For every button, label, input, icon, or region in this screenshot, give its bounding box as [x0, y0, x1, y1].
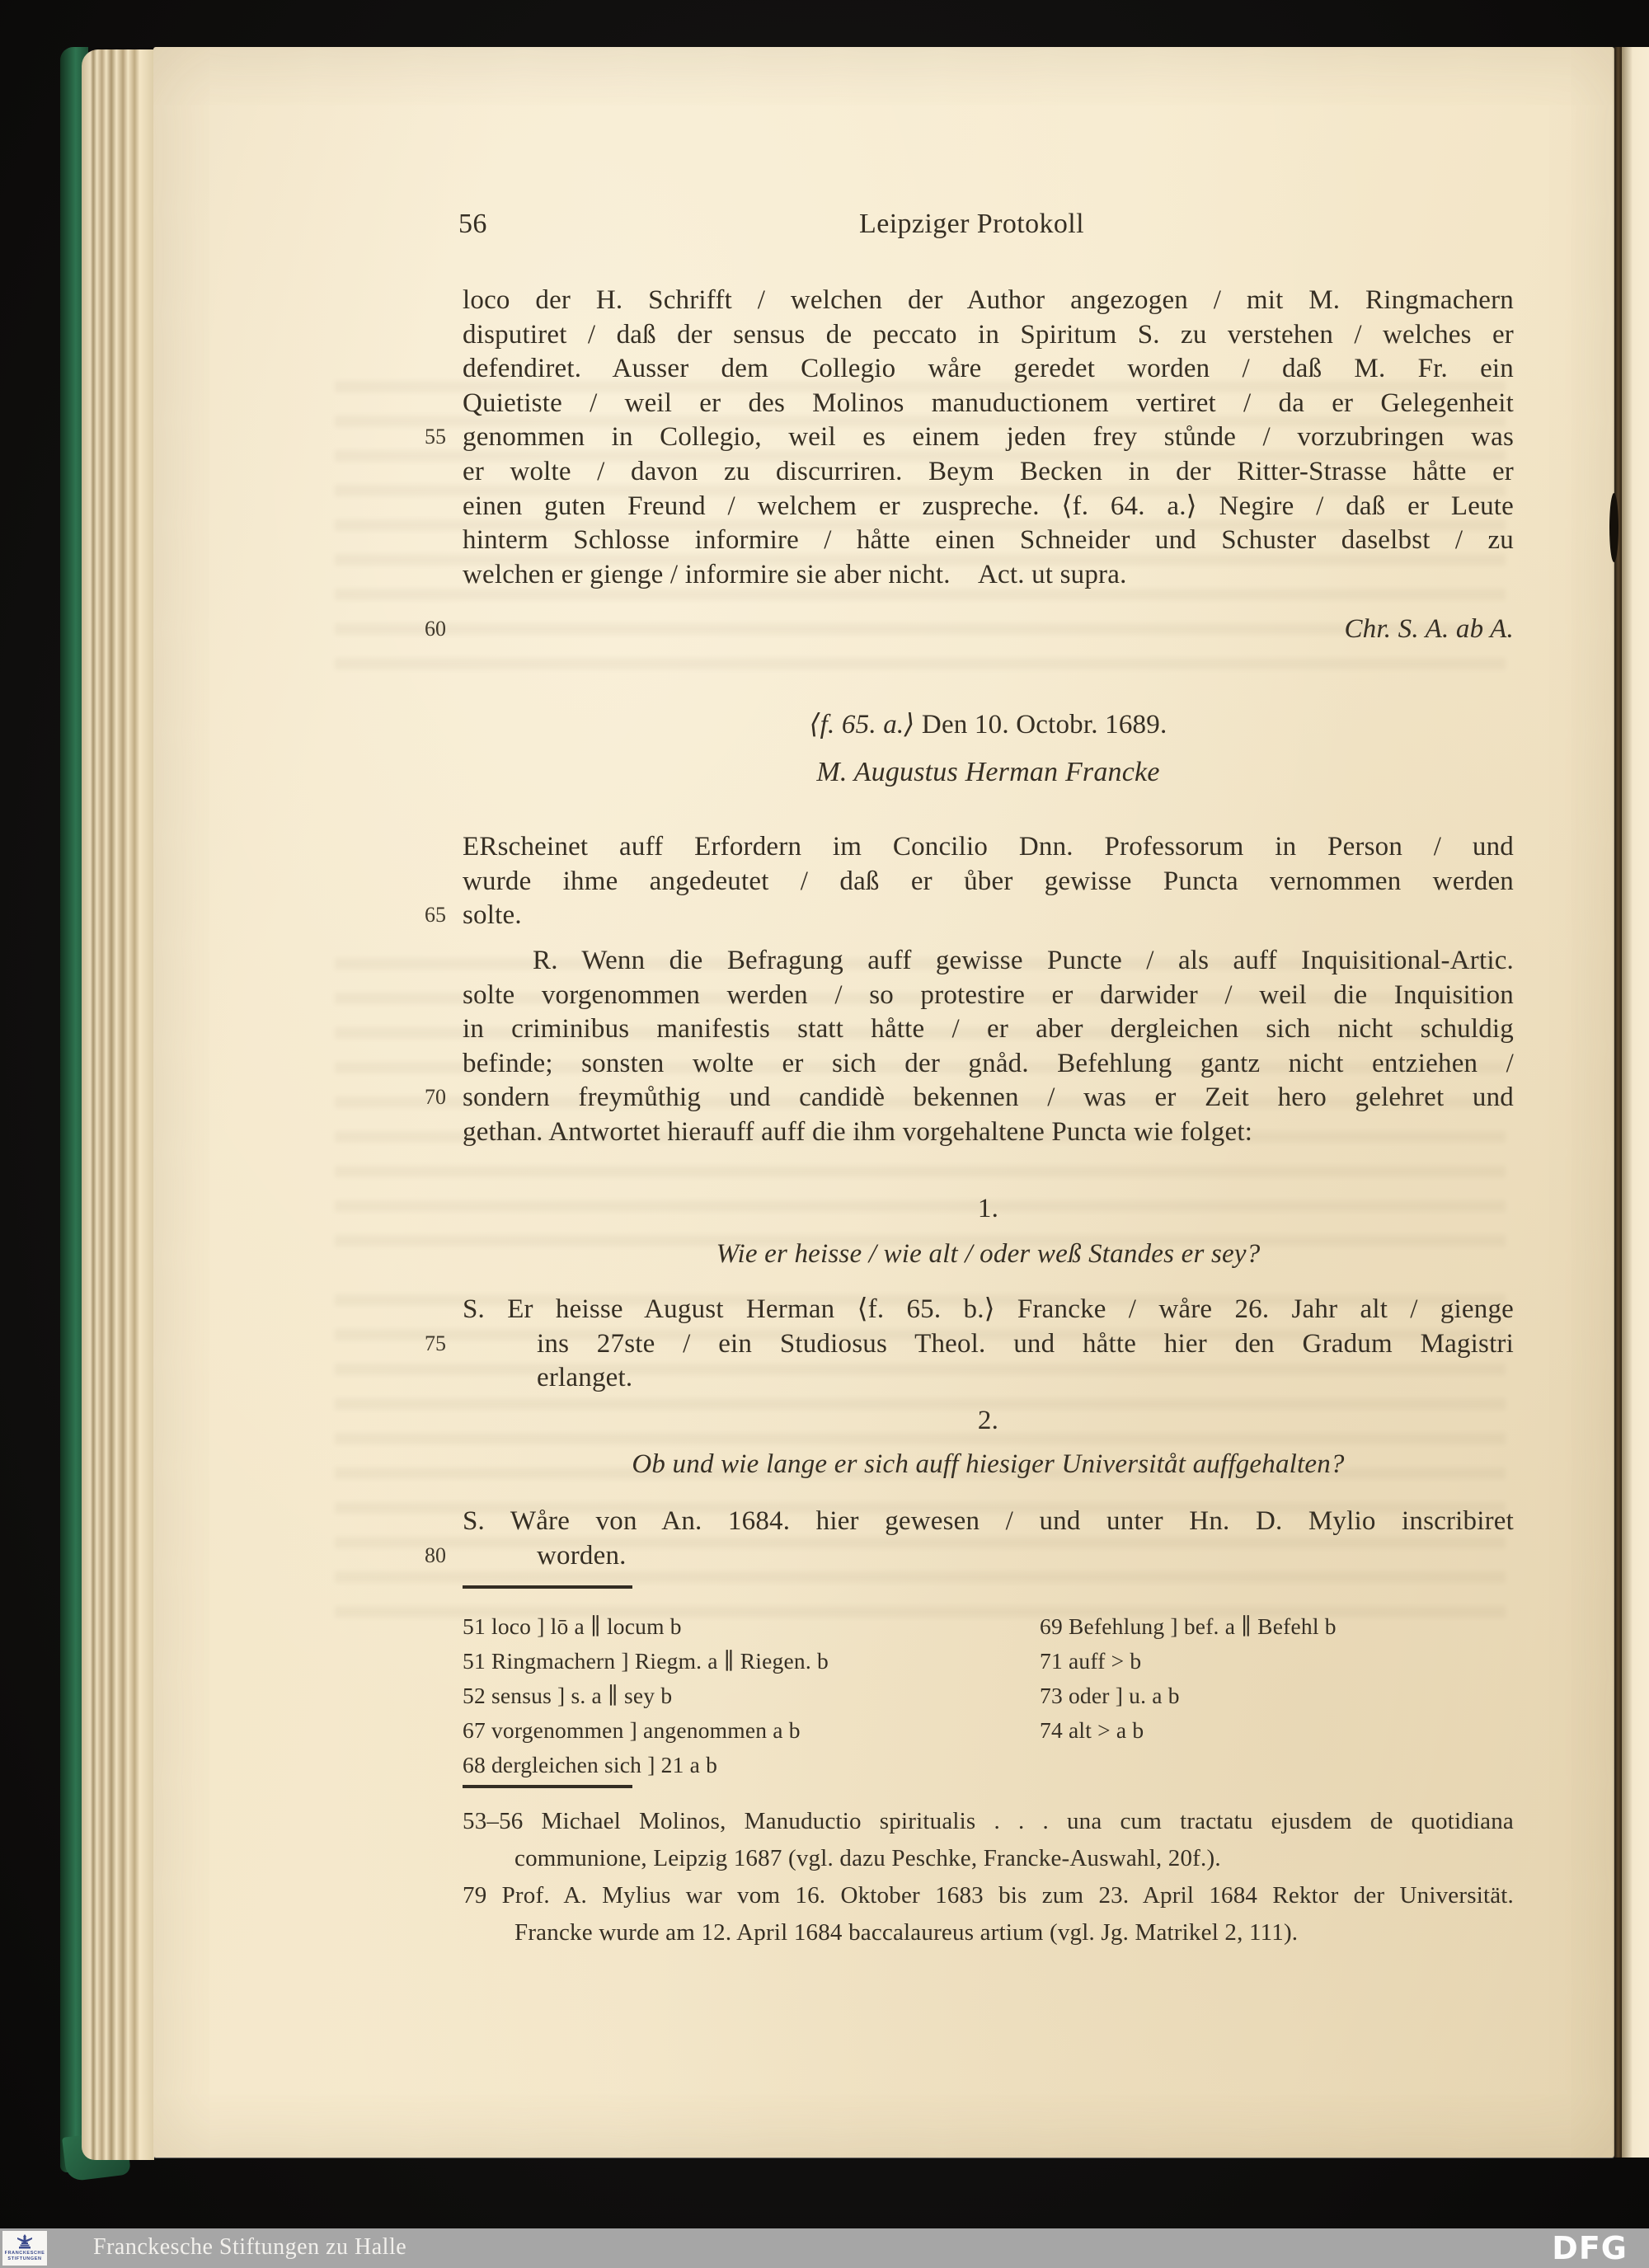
margin-line-number: 55: [425, 425, 446, 448]
footnote-line: Francke wurde am 12. April 1684 baccalaureus artium (vgl. Jg. Matrikel 2, 111).: [514, 1919, 1299, 1946]
date-text: Den 10. Octobr. 1689.: [921, 710, 1167, 740]
apparatus-entry: 52 sensus ] s. a ∥ sey b: [463, 1683, 673, 1708]
page-stack-edges: [82, 49, 154, 2160]
apparatus-right-column: [1040, 1609, 1584, 1748]
heading-text: M. Augustus Herman Francke: [816, 757, 1160, 787]
signature-line: [463, 613, 1514, 647]
apparatus-entry: 67 vorgenommen ] angenommen a b: [463, 1717, 801, 1743]
text-line: solte vorgenommen werden / so protestire er darwider / weil die Inquisition: [463, 979, 1514, 1010]
text-line: disputiret / daß der sensus de peccato in Spiritum S. zu verstehen / welches er: [463, 319, 1514, 350]
footnotes: [463, 1803, 1514, 1951]
question-number: [463, 1192, 1514, 1227]
text-line: Ob und wie lange er sich auff hiesiger Universitåt auffgehalten?: [632, 1449, 1345, 1479]
answer-paragraph: [463, 1505, 1514, 1573]
body-paragraph: [463, 944, 1514, 1150]
text-line: ERscheinet auff Erfordern im Concilio Dnn. Professorum in Person / und: [463, 832, 1514, 862]
text-line: 2.: [977, 1406, 999, 1435]
text-line: S. Er heisse August Herman ⟨f. 65. b.⟩ Francke / wåre 26. Jahr alt / gienge: [463, 1294, 1514, 1324]
footnote-line: 53–56 Michael Molinos, Manuductio spiritualis . . . una cum tractatu ejusdem de quotidiana: [463, 1808, 1514, 1834]
question: [463, 1237, 1514, 1272]
text-line: wurde ihme angedeutet / daß er ůber gewisse Puncta vernommen werden: [463, 866, 1514, 896]
text-line: gethan. Antwortet hierauff auff die ihm vorgehaltene Puncta wie folget:: [463, 1116, 1253, 1147]
footnote-rule: [463, 1785, 632, 1788]
text-line: solte.: [463, 900, 522, 931]
dateline: [463, 708, 1514, 743]
body-paragraph: [463, 830, 1514, 933]
text-line: R. Wenn die Befragung auff gewisse Puncte / als auff Inquisitional-Artic.: [533, 946, 1514, 975]
text-line: loco der H. Schrifft / welchen der Author angezogen / mit M. Ringmachern: [463, 285, 1514, 315]
page-header: [458, 209, 1514, 245]
page-number: 56: [458, 209, 487, 239]
apparatus-entry: 74 alt > a b: [1040, 1717, 1144, 1743]
dfg-logo: DFG: [1552, 2230, 1628, 2266]
text-line: ins 27ste / ein Studiosus Theol. und håtte hier den Gradum Magistri: [537, 1328, 1514, 1359]
margin-line-number: 75: [425, 1331, 446, 1355]
text-line: Quietiste / weil er des Molinos manuductionem vertiret / da er Gelegenheit: [463, 387, 1514, 418]
apparatus-entry: 51 Ringmachern ] Riegm. a ∥ Riegen. b: [463, 1648, 829, 1674]
text-line: 1.: [977, 1194, 999, 1223]
eagle-emblem-icon: [16, 2233, 34, 2251]
text-line: sondern freymůthig und candidè bekennen / was er Zeit hero gelehret und: [463, 1082, 1514, 1113]
text-line: [463, 708, 1514, 743]
footnote-line: communione, Leipzig 1687 (vgl. dazu Peschke, Francke-Auswahl, 20f.).: [514, 1845, 1221, 1871]
margin-line-number: 80: [425, 1543, 446, 1567]
margin-line-number: 65: [425, 903, 446, 927]
viewer-footer-bar: [0, 2228, 1649, 2268]
logo-caption-line2: STIFTUNGEN: [7, 2256, 42, 2261]
text-line: einen guten Freund / welchem er zuspreche. ⟨f. 64. a.⟩ Negire / daß er Leute: [463, 491, 1514, 521]
body-paragraph: [463, 284, 1514, 592]
institution-name: Franckesche Stiftungen zu Halle: [93, 2234, 407, 2260]
facing-page-sliver: [1622, 47, 1649, 2158]
apparatus-left-column: [463, 1609, 1007, 1782]
text-line: erlanget.: [537, 1363, 633, 1393]
folio-mark: ⟨f. 65. a.⟩: [809, 710, 915, 740]
text-line: befinde; sonsten wolte er sich der gnåd. Befehlung gantz nicht entziehen /: [463, 1048, 1514, 1078]
text-line: S. Wåre von An. 1684. hier gewesen / und unter Hn. D. Mylio inscribiret: [463, 1506, 1514, 1536]
apparatus-entry: 71 auff > b: [1040, 1648, 1142, 1674]
running-title: Leipziger Protokoll: [859, 209, 1084, 239]
text-line: in criminibus manifestis statt håtte / er aber dergleichen sich nicht schuldig: [463, 1014, 1514, 1045]
text-line: defendiret. Ausser dem Collegio wåre geredet worden / daß M. Fr. ein: [463, 354, 1514, 384]
franckesche-stiftungen-logo: [2, 2231, 47, 2266]
apparatus-rule: [463, 1585, 632, 1589]
text-line: genommen in Collegio, weil es einem jeden frey stůnde / vorzubringen was: [463, 422, 1514, 453]
logo-caption-line1: FRANCKESCHE: [4, 2251, 45, 2256]
margin-line-number: 60: [425, 617, 446, 641]
apparatus-entry: 73 oder ] u. a b: [1040, 1683, 1180, 1708]
text-line: welchen er gienge / informire sie aber nicht. Act. ut supra.: [463, 559, 1127, 589]
text-line: hinterm Schlosse informire / håtte einen Schneider und Schuster daselbst / zu: [463, 525, 1514, 556]
apparatus-entry: 51 loco ] lō a ∥ locum b: [463, 1613, 682, 1639]
text-line: worden.: [537, 1540, 627, 1571]
text-line: er wolte / davon zu discurriren. Beym Becken in der Ritter-Strasse håtte er: [463, 456, 1514, 486]
signature: Chr. S. A. ab A.: [1344, 614, 1514, 644]
apparatus-entry: 69 Befehlung ] bef. a ∥ Befehl b: [1040, 1613, 1337, 1639]
section-heading: [463, 755, 1514, 790]
book-page: [153, 47, 1614, 2158]
footnote-line: 79 Prof. A. Mylius war vom 16. Oktober 1683 bis zum 23. April 1684 Rektor der Universität.: [463, 1882, 1514, 1909]
gutter-notch: [1609, 493, 1618, 562]
apparatus-entry: 68 dergleichen sich ] 21 a b: [463, 1752, 718, 1777]
question-number: [463, 1404, 1514, 1439]
answer-paragraph: [463, 1293, 1514, 1396]
margin-line-number: 70: [425, 1085, 446, 1109]
text-line: Wie er heisse / wie alt / oder weß Standes er sey?: [716, 1239, 1261, 1269]
question: [463, 1448, 1514, 1482]
